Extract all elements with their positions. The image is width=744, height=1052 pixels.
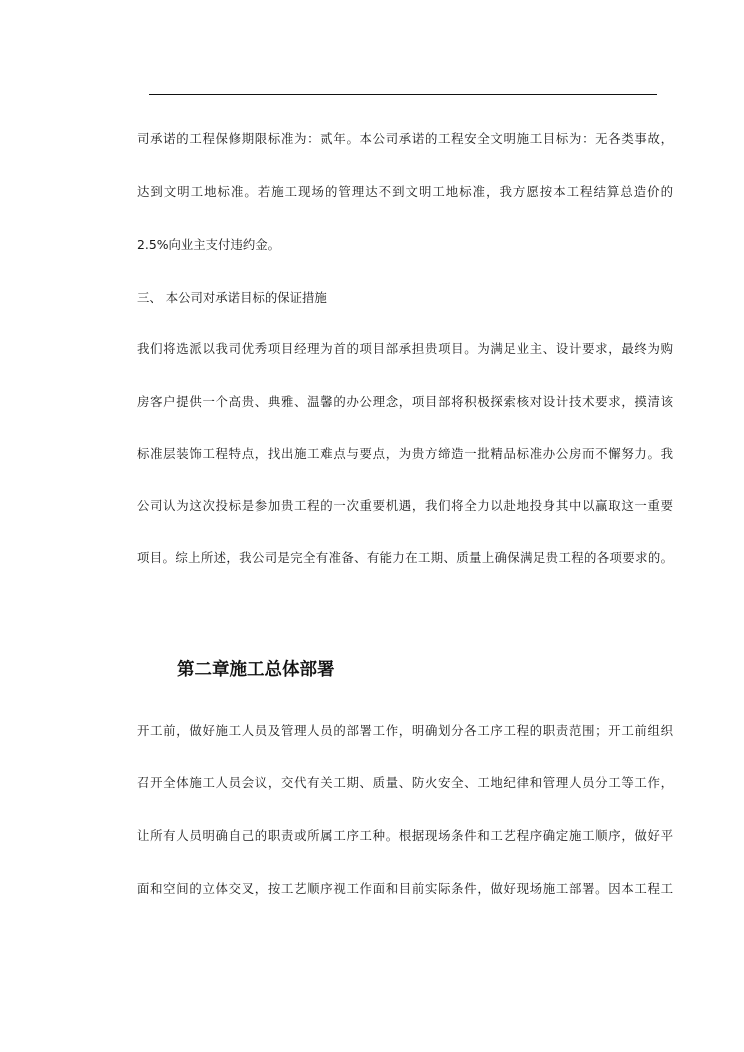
text-line: 2.5%向业主支付违约金。 xyxy=(137,237,280,252)
text-line: 让所有人员明确自己的职责或所属工序工种。根据现场条件和工艺程序确定施工顺序，做好平 xyxy=(137,828,673,843)
header-rule xyxy=(149,94,657,95)
text-line: 公司认为这次投标是参加贵工程的一次重要机遇，我们将全力以赴地投身其中以赢取这一重要 xyxy=(137,498,673,513)
text-line: 开工前，做好施工人员及管理人员的部署工作，明确划分各工序工程的职责范围；开工前组织 xyxy=(137,723,673,738)
text-line: 召开全体施工人员会议，交代有关工期、质量、防火安全、工地纪律和管理人员分工等工作， xyxy=(137,775,673,790)
text-line: 项目。综上所述，我公司是完全有准备、有能力在工期、质量上确保满足贵工程的各项要求的。 xyxy=(137,550,673,565)
text-line: 标准层装饰工程特点，找出施工难点与要点，为贵方缔造一批精品标准办公房而不懈努力。我 xyxy=(137,446,673,461)
text-line: 面和空间的立体交叉，按工艺顺序视工作面和目前实际条件，做好现场施工部署。因本工程工 xyxy=(137,881,673,896)
text-line: 房客户提供一个高贵、典雅、温馨的办公理念，项目部将积极探索核对设计技术要求，摸清该 xyxy=(137,394,673,409)
chapter-heading: 第二章施工总体部署 xyxy=(177,660,335,680)
section-heading: 三、 本公司对承诺目标的保证措施 xyxy=(137,290,327,305)
text-line: 我们将选派以我司优秀项目经理为首的项目部承担贵项目。为满足业主、设计要求，最终为购 xyxy=(137,341,673,356)
text-line: 司承诺的工程保修期限标准为：贰年。本公司承诺的工程安全文明施工目标为：无各类事故， xyxy=(137,131,673,146)
text-line: 达到文明工地标准。若施工现场的管理达不到文明工地标准，我方愿按本工程结算总造价的 xyxy=(137,184,673,199)
